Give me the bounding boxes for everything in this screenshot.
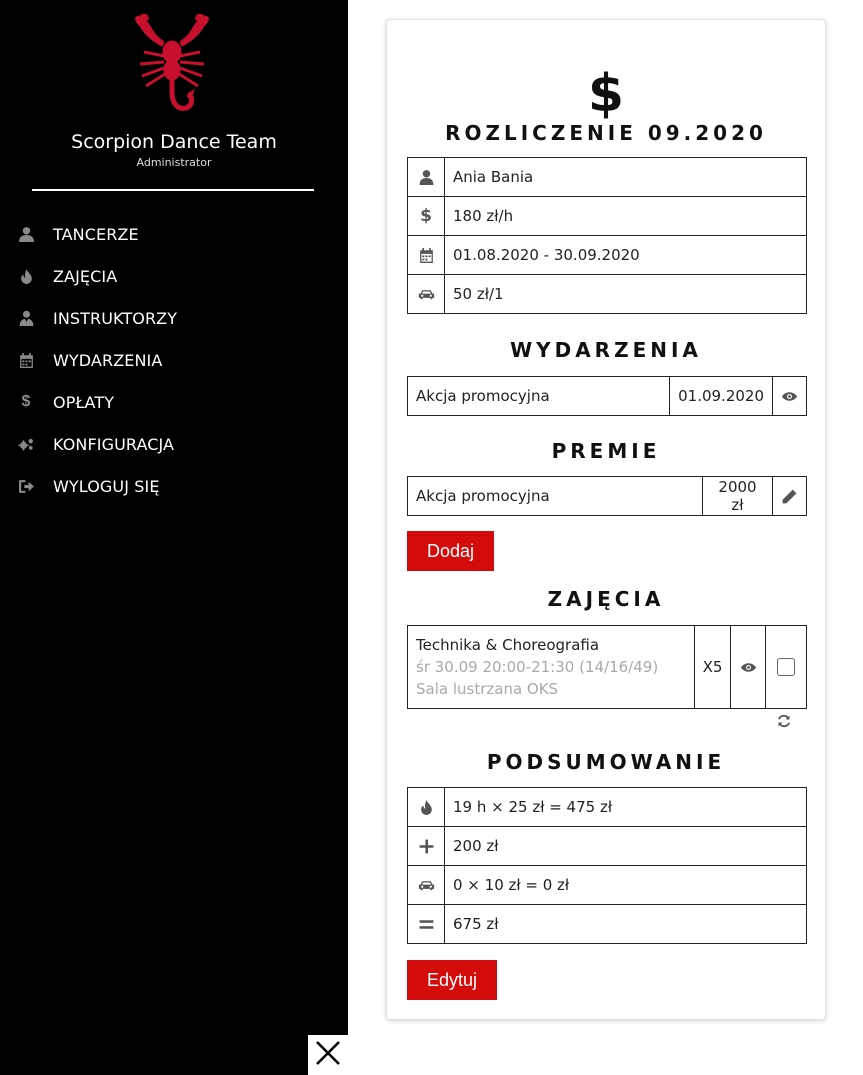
user-tie-icon: [16, 308, 36, 328]
class-details: [408, 626, 695, 709]
fire-icon: [408, 788, 445, 827]
sidebar-item-label: WYDARZENIA: [53, 350, 163, 370]
sidebar-item-konfiguracja[interactable]: [0, 423, 348, 465]
class-multiplier: X5: [695, 626, 731, 709]
sign-out-icon: [16, 476, 36, 496]
classes-table: [407, 625, 807, 709]
sidebar-item-label: INSTRUKTORZY: [53, 308, 178, 328]
event-name: Akcja promocyjna: [408, 377, 670, 416]
calendar-icon: [408, 236, 445, 275]
sidebar-item-wyloguj[interactable]: [0, 465, 348, 507]
table-row: [408, 275, 807, 314]
divider: [32, 189, 314, 191]
sidebar-item-tancerze[interactable]: [0, 213, 348, 255]
hourly-rate: 180 zł/h: [445, 197, 807, 236]
table-row: [408, 788, 807, 827]
summary-hours: 19 h × 25 zł = 475 zł: [445, 788, 807, 827]
close-button[interactable]: [308, 1035, 348, 1075]
table-row: [408, 377, 807, 416]
classes-title: ZAJĘCIA: [547, 587, 665, 611]
instructor-name: Ania Bania: [445, 158, 807, 197]
page-title: ROZLICZENIE 09.2020: [445, 121, 767, 145]
dollar-icon: $: [21, 393, 31, 410]
table-row: [408, 158, 807, 197]
sidebar-item-label: KONFIGURACJA: [53, 434, 175, 454]
class-name: Technika & Choreografia: [416, 636, 600, 654]
brand-role: Administrator: [136, 156, 212, 169]
refresh-button[interactable]: [776, 713, 794, 731]
summary-bonus: 200 zł: [445, 827, 807, 866]
bonuses-title: PREMIE: [551, 439, 661, 463]
add-bonus-button[interactable]: Dodaj: [407, 531, 494, 571]
settlement-card: [386, 19, 826, 1020]
events-table: [407, 376, 807, 416]
calendar-icon: [16, 350, 36, 370]
edit-bonus-button[interactable]: [773, 477, 807, 516]
user-icon: [16, 224, 36, 244]
fire-icon: [16, 266, 36, 286]
event-date: 01.09.2020: [670, 377, 773, 416]
sidebar-item-wydarzenia[interactable]: [0, 339, 348, 381]
summary-title: PODSUMOWANIE: [486, 750, 726, 774]
summary-total: 675 zł: [445, 905, 807, 944]
close-icon: [315, 1040, 341, 1071]
eye-icon: [731, 659, 765, 676]
view-class-button[interactable]: [731, 626, 766, 709]
equals-icon: [408, 905, 445, 944]
cogs-icon: [16, 434, 36, 454]
period: 01.08.2020 - 30.09.2020: [445, 236, 807, 275]
sidebar-item-instruktorzy[interactable]: [0, 297, 348, 339]
sidebar-item-label: WYLOGUJ SIĘ: [53, 476, 160, 496]
plus-icon: [408, 827, 445, 866]
brand-name: Scorpion Dance Team: [71, 131, 277, 153]
table-row: [408, 477, 807, 516]
travel-rate: 50 zł/1: [445, 275, 807, 314]
class-time: śr 30.09 20:00-21:30 (14/16/49): [416, 658, 659, 676]
sidebar-item-label: TANCERZE: [53, 224, 139, 244]
summary-table: [407, 787, 807, 944]
dollar-header-icon: $: [587, 64, 625, 124]
summary-travel: 0 × 10 zł = 0 zł: [445, 866, 807, 905]
events-title: WYDARZENIA: [510, 338, 702, 362]
sidebar-item-label: ZAJĘCIA: [53, 266, 118, 286]
view-event-button[interactable]: [773, 377, 807, 416]
scorpion-logo[interactable]: [128, 12, 216, 116]
refresh-icon: [776, 716, 792, 733]
table-row: [408, 866, 807, 905]
table-row: [408, 626, 807, 709]
info-table: [407, 157, 807, 314]
checkbox[interactable]: [777, 658, 795, 676]
table-row: [408, 905, 807, 944]
pencil-icon: [773, 488, 806, 505]
class-place: Sala lustrzana OKS: [416, 680, 559, 698]
table-row: [408, 827, 807, 866]
eye-icon: [773, 388, 806, 405]
sidebar: [0, 0, 348, 1075]
bonus-name: Akcja promocyjna: [408, 477, 703, 516]
table-row: [408, 236, 807, 275]
car-icon: [408, 275, 445, 314]
bonus-amount: 2000 zł: [703, 477, 773, 516]
sidebar-item-oplaty[interactable]: [0, 381, 348, 423]
dollar-icon: $: [408, 197, 445, 236]
sidebar-item-zajecia[interactable]: [0, 255, 348, 297]
edit-button[interactable]: Edytuj: [407, 960, 497, 1000]
user-icon: [408, 158, 445, 197]
bonuses-table: [407, 476, 807, 516]
class-checkbox[interactable]: [766, 626, 807, 709]
sidebar-item-label: OPŁATY: [53, 392, 115, 412]
table-row: [408, 197, 807, 236]
car-icon: [408, 866, 445, 905]
sidebar-nav: [0, 213, 348, 507]
